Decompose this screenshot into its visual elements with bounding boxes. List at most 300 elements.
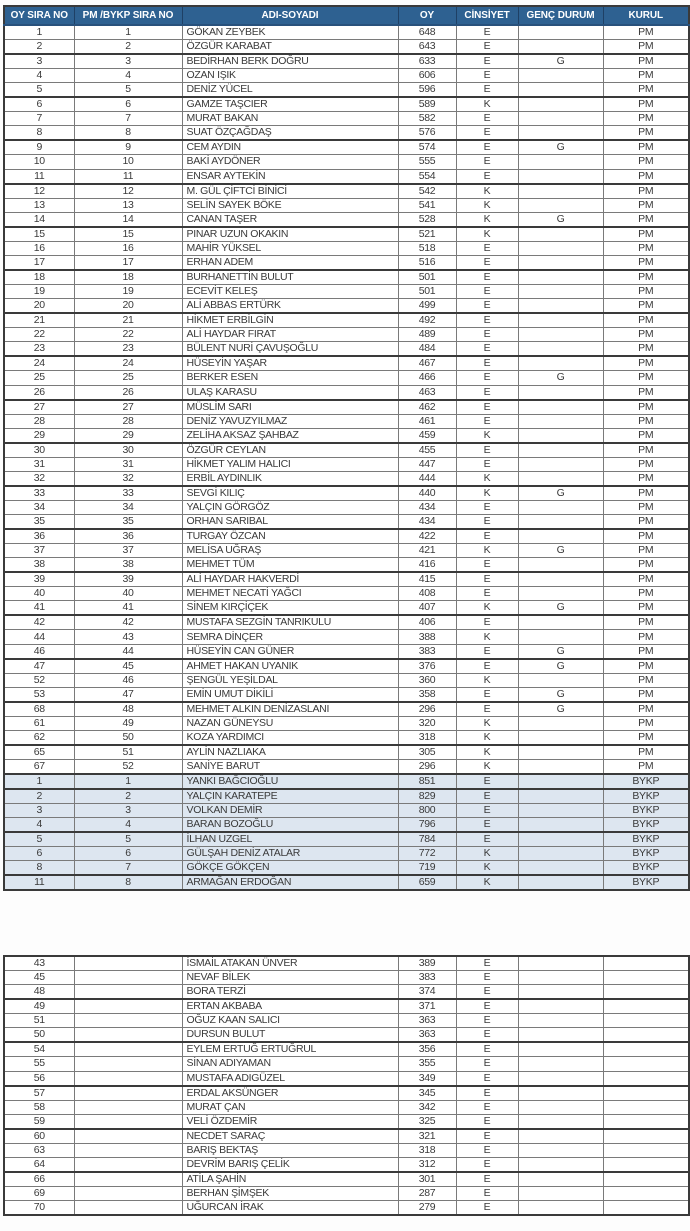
cell-genc-durum	[518, 985, 603, 1000]
cell-genc-durum: G	[518, 644, 603, 659]
cell-oy: 633	[398, 54, 456, 69]
column-header-oy: OY	[398, 6, 456, 25]
cell-pm-bykp-sira-no: 48	[74, 702, 182, 717]
cell-oy: 321	[398, 1129, 456, 1144]
cell-adi-soyadi: BURHANETTİN BULUT	[182, 270, 398, 285]
cell-oy-sira-no: 36	[4, 529, 74, 544]
cell-genc-durum	[518, 861, 603, 876]
cell-adi-soyadi: SUAT ÖZÇAĞDAŞ	[182, 126, 398, 141]
cell-adi-soyadi: GÖKÇE GÖKÇEN	[182, 861, 398, 876]
cell-pm-bykp-sira-no: 31	[74, 457, 182, 471]
cell-oy-sira-no: 14	[4, 212, 74, 227]
cell-oy: 389	[398, 956, 456, 971]
cell-oy-sira-no: 9	[4, 140, 74, 155]
cell-oy-sira-no: 2	[4, 789, 74, 804]
cell-oy-sira-no: 4	[4, 818, 74, 833]
cell-pm-bykp-sira-no: 44	[74, 644, 182, 659]
cell-pm-bykp-sira-no	[74, 1114, 182, 1129]
cell-adi-soyadi: BARIŞ BEKTAŞ	[182, 1143, 398, 1157]
cell-pm-bykp-sira-no: 4	[74, 818, 182, 833]
cell-cinsiyet: E	[456, 40, 518, 55]
cell-oy-sira-no: 6	[4, 97, 74, 112]
cell-oy-sira-no: 60	[4, 1129, 74, 1144]
cell-genc-durum	[518, 428, 603, 443]
table-row	[4, 1057, 689, 1071]
cell-oy-sira-no: 38	[4, 558, 74, 573]
cell-adi-soyadi: OZAN IŞIK	[182, 69, 398, 83]
table-row	[4, 97, 689, 112]
cell-genc-durum	[518, 1129, 603, 1144]
cell-kurul: PM	[603, 140, 689, 155]
cell-cinsiyet: E	[456, 1086, 518, 1101]
cell-pm-bykp-sira-no: 26	[74, 385, 182, 400]
cell-oy: 499	[398, 299, 456, 314]
cell-adi-soyadi: ÖZGÜR CEYLAN	[182, 443, 398, 458]
table-row	[4, 155, 689, 169]
table-row	[4, 198, 689, 212]
cell-pm-bykp-sira-no: 19	[74, 284, 182, 298]
cell-adi-soyadi: YALÇIN KARATEPE	[182, 789, 398, 804]
cell-oy: 829	[398, 789, 456, 804]
cell-cinsiyet: E	[456, 985, 518, 1000]
cell-pm-bykp-sira-no: 21	[74, 313, 182, 328]
cell-genc-durum	[518, 1071, 603, 1086]
cell-kurul: PM	[603, 659, 689, 674]
cell-adi-soyadi: ERTAN AKBABA	[182, 999, 398, 1014]
cell-kurul	[603, 1071, 689, 1086]
cell-oy: 296	[398, 702, 456, 717]
cell-adi-soyadi: UĞURCAN İRAK	[182, 1201, 398, 1216]
cell-pm-bykp-sira-no: 34	[74, 500, 182, 514]
cell-kurul: BYKP	[603, 789, 689, 804]
table-row	[4, 644, 689, 659]
cell-pm-bykp-sira-no: 50	[74, 731, 182, 746]
table-row	[4, 500, 689, 514]
cell-genc-durum	[518, 1157, 603, 1172]
cell-oy-sira-no: 5	[4, 83, 74, 98]
cell-cinsiyet: E	[456, 615, 518, 630]
cell-kurul	[603, 985, 689, 1000]
cell-cinsiyet: K	[456, 673, 518, 687]
table-row	[4, 731, 689, 746]
cell-genc-durum	[518, 789, 603, 804]
cell-cinsiyet: E	[456, 356, 518, 371]
results-table-main	[3, 5, 690, 891]
cell-genc-durum	[518, 847, 603, 861]
cell-kurul	[603, 1157, 689, 1172]
cell-cinsiyet: E	[456, 443, 518, 458]
cell-genc-durum	[518, 587, 603, 601]
cell-kurul	[603, 1042, 689, 1057]
table-row	[4, 1186, 689, 1200]
cell-adi-soyadi: ULAŞ KARASU	[182, 385, 398, 400]
cell-oy-sira-no: 8	[4, 126, 74, 141]
cell-genc-durum	[518, 328, 603, 342]
cell-kurul: BYKP	[603, 818, 689, 833]
cell-kurul: PM	[603, 97, 689, 112]
cell-pm-bykp-sira-no	[74, 1086, 182, 1101]
cell-adi-soyadi: DEVRİM BARIŞ ÇELİK	[182, 1157, 398, 1172]
cell-genc-durum	[518, 1172, 603, 1187]
cell-adi-soyadi: SEMRA DİNÇER	[182, 630, 398, 644]
cell-oy: 461	[398, 414, 456, 428]
cell-oy: 434	[398, 515, 456, 530]
cell-cinsiyet: E	[456, 500, 518, 514]
cell-oy: 342	[398, 1100, 456, 1114]
cell-genc-durum	[518, 630, 603, 644]
cell-adi-soyadi: İSMAİL ATAKAN ÜNVER	[182, 956, 398, 971]
cell-oy: 492	[398, 313, 456, 328]
table-row	[4, 40, 689, 55]
cell-kurul	[603, 999, 689, 1014]
cell-genc-durum	[518, 1028, 603, 1043]
cell-kurul: PM	[603, 342, 689, 357]
cell-cinsiyet: E	[456, 804, 518, 818]
cell-adi-soyadi: ALİ HAYDAR HAKVERDİ	[182, 572, 398, 587]
cell-oy: 407	[398, 601, 456, 616]
cell-adi-soyadi: M. GÜL ÇİFTCİ BİNİCİ	[182, 184, 398, 199]
cell-oy: 462	[398, 400, 456, 415]
column-header-cinsiyet: CİNSİYET	[456, 6, 518, 25]
cell-kurul: PM	[603, 428, 689, 443]
cell-adi-soyadi: HÜSEYİN YAŞAR	[182, 356, 398, 371]
column-header-kurul: KURUL	[603, 6, 689, 25]
cell-oy-sira-no: 64	[4, 1157, 74, 1172]
cell-adi-soyadi: ALİ ABBAS ERTÜRK	[182, 299, 398, 314]
cell-oy-sira-no: 44	[4, 630, 74, 644]
cell-pm-bykp-sira-no: 22	[74, 328, 182, 342]
table-row	[4, 1172, 689, 1187]
table-row	[4, 25, 689, 40]
cell-oy: 421	[398, 544, 456, 558]
cell-oy-sira-no: 52	[4, 673, 74, 687]
cell-oy-sira-no: 62	[4, 731, 74, 746]
cell-kurul: PM	[603, 630, 689, 644]
cell-oy: 772	[398, 847, 456, 861]
cell-genc-durum	[518, 169, 603, 184]
cell-oy-sira-no: 13	[4, 198, 74, 212]
cell-kurul: PM	[603, 529, 689, 544]
cell-oy: 279	[398, 1201, 456, 1216]
cell-adi-soyadi: HÜSEYİN CAN GÜNER	[182, 644, 398, 659]
cell-pm-bykp-sira-no: 14	[74, 212, 182, 227]
cell-kurul: PM	[603, 126, 689, 141]
table-row	[4, 1114, 689, 1129]
cell-oy: 596	[398, 83, 456, 98]
cell-genc-durum	[518, 241, 603, 255]
cell-kurul: PM	[603, 587, 689, 601]
cell-cinsiyet: E	[456, 25, 518, 40]
cell-oy-sira-no: 28	[4, 414, 74, 428]
cell-genc-durum	[518, 25, 603, 40]
cell-oy: 358	[398, 687, 456, 702]
cell-pm-bykp-sira-no	[74, 971, 182, 985]
cell-kurul: PM	[603, 356, 689, 371]
table-row	[4, 126, 689, 141]
cell-cinsiyet: E	[456, 342, 518, 357]
cell-oy: 501	[398, 270, 456, 285]
cell-pm-bykp-sira-no	[74, 1057, 182, 1071]
cell-cinsiyet: K	[456, 198, 518, 212]
cell-genc-durum: G	[518, 140, 603, 155]
cell-cinsiyet: E	[456, 1186, 518, 1200]
cell-adi-soyadi: MEHMET NECATİ YAĞCI	[182, 587, 398, 601]
table-row	[4, 673, 689, 687]
cell-kurul	[603, 1172, 689, 1187]
cell-cinsiyet: E	[456, 112, 518, 126]
cell-cinsiyet: E	[456, 572, 518, 587]
cell-adi-soyadi: BÜLENT NURİ ÇAVUŞOĞLU	[182, 342, 398, 357]
cell-oy: 301	[398, 1172, 456, 1187]
cell-oy-sira-no: 15	[4, 227, 74, 242]
cell-oy: 320	[398, 716, 456, 730]
cell-adi-soyadi: ZELİHA AKSAZ ŞAHBAZ	[182, 428, 398, 443]
cell-pm-bykp-sira-no	[74, 956, 182, 971]
cell-oy-sira-no: 47	[4, 659, 74, 674]
cell-adi-soyadi: CANAN TAŞER	[182, 212, 398, 227]
cell-oy-sira-no: 8	[4, 861, 74, 876]
cell-oy: 447	[398, 457, 456, 471]
cell-adi-soyadi: YANKI BAĞCIOĞLU	[182, 774, 398, 789]
cell-adi-soyadi: SİNAN ADIYAMAN	[182, 1057, 398, 1071]
cell-kurul: PM	[603, 155, 689, 169]
cell-pm-bykp-sira-no	[74, 1201, 182, 1216]
cell-adi-soyadi: NAZAN GÜNEYSU	[182, 716, 398, 730]
cell-genc-durum	[518, 457, 603, 471]
cell-kurul: PM	[603, 702, 689, 717]
cell-kurul: BYKP	[603, 861, 689, 876]
table-row	[4, 1129, 689, 1144]
cell-cinsiyet: K	[456, 227, 518, 242]
cell-cinsiyet: E	[456, 328, 518, 342]
cell-kurul	[603, 1100, 689, 1114]
cell-oy-sira-no: 55	[4, 1057, 74, 1071]
cell-genc-durum	[518, 818, 603, 833]
cell-adi-soyadi: BORA TERZİ	[182, 985, 398, 1000]
cell-oy-sira-no: 3	[4, 54, 74, 69]
cell-pm-bykp-sira-no: 18	[74, 270, 182, 285]
cell-oy-sira-no: 11	[4, 875, 74, 890]
cell-oy: 312	[398, 1157, 456, 1172]
cell-oy-sira-no: 68	[4, 702, 74, 717]
cell-cinsiyet: E	[456, 558, 518, 573]
cell-oy: 318	[398, 1143, 456, 1157]
cell-adi-soyadi: KOZA YARDIMCI	[182, 731, 398, 746]
table-row	[4, 328, 689, 342]
cell-kurul: PM	[603, 457, 689, 471]
cell-oy: 388	[398, 630, 456, 644]
cell-oy-sira-no: 41	[4, 601, 74, 616]
cell-oy-sira-no: 69	[4, 1186, 74, 1200]
cell-adi-soyadi: DENİZ YÜCEL	[182, 83, 398, 98]
cell-oy-sira-no: 70	[4, 1201, 74, 1216]
cell-adi-soyadi: ENSAR AYTEKİN	[182, 169, 398, 184]
table-row	[4, 1042, 689, 1057]
cell-oy-sira-no: 26	[4, 385, 74, 400]
table-row	[4, 875, 689, 890]
table-row	[4, 818, 689, 833]
cell-genc-durum: G	[518, 702, 603, 717]
cell-pm-bykp-sira-no: 17	[74, 255, 182, 270]
cell-adi-soyadi: MUSTAFA ADIGÜZEL	[182, 1071, 398, 1086]
cell-cinsiyet: K	[456, 745, 518, 760]
table-row	[4, 999, 689, 1014]
table-row	[4, 659, 689, 674]
table-row	[4, 457, 689, 471]
table-row	[4, 544, 689, 558]
cell-oy-sira-no: 63	[4, 1143, 74, 1157]
cell-kurul: PM	[603, 745, 689, 760]
cell-pm-bykp-sira-no	[74, 1042, 182, 1057]
cell-adi-soyadi: BEDİRHAN BERK DOĞRU	[182, 54, 398, 69]
cell-kurul: PM	[603, 198, 689, 212]
cell-pm-bykp-sira-no	[74, 1100, 182, 1114]
cell-adi-soyadi: NECDET SARAÇ	[182, 1129, 398, 1144]
table-row	[4, 212, 689, 227]
cell-adi-soyadi: ALİ HAYDAR FIRAT	[182, 328, 398, 342]
table-row	[4, 745, 689, 760]
cell-pm-bykp-sira-no: 33	[74, 486, 182, 501]
cell-kurul: PM	[603, 414, 689, 428]
cell-pm-bykp-sira-no: 49	[74, 716, 182, 730]
cell-oy-sira-no: 17	[4, 255, 74, 270]
cell-oy: 784	[398, 832, 456, 847]
cell-kurul	[603, 971, 689, 985]
cell-adi-soyadi: MELİSA UĞRAŞ	[182, 544, 398, 558]
cell-pm-bykp-sira-no: 2	[74, 789, 182, 804]
cell-adi-soyadi: MURAT BAKAN	[182, 112, 398, 126]
cell-pm-bykp-sira-no: 32	[74, 471, 182, 486]
cell-kurul: PM	[603, 371, 689, 385]
cell-kurul: PM	[603, 40, 689, 55]
cell-oy: 287	[398, 1186, 456, 1200]
header-row	[4, 6, 689, 25]
cell-oy: 542	[398, 184, 456, 199]
results-table-header	[4, 6, 689, 25]
cell-pm-bykp-sira-no: 23	[74, 342, 182, 357]
table-row	[4, 112, 689, 126]
cell-cinsiyet: E	[456, 687, 518, 702]
cell-kurul: PM	[603, 558, 689, 573]
cell-oy-sira-no: 65	[4, 745, 74, 760]
cell-pm-bykp-sira-no: 37	[74, 544, 182, 558]
cell-cinsiyet: K	[456, 716, 518, 730]
cell-cinsiyet: E	[456, 789, 518, 804]
table-row	[4, 486, 689, 501]
cell-genc-durum	[518, 558, 603, 573]
cell-genc-durum	[518, 716, 603, 730]
column-header-genc-durum: GENÇ DURUM	[518, 6, 603, 25]
cell-genc-durum	[518, 284, 603, 298]
cell-oy: 501	[398, 284, 456, 298]
cell-cinsiyet: K	[456, 428, 518, 443]
cell-adi-soyadi: BERKER ESEN	[182, 371, 398, 385]
cell-oy-sira-no: 43	[4, 956, 74, 971]
cell-genc-durum: G	[518, 659, 603, 674]
cell-pm-bykp-sira-no: 9	[74, 140, 182, 155]
cell-oy-sira-no: 31	[4, 457, 74, 471]
cell-pm-bykp-sira-no: 43	[74, 630, 182, 644]
cell-pm-bykp-sira-no: 3	[74, 804, 182, 818]
cell-oy-sira-no: 67	[4, 760, 74, 775]
cell-genc-durum	[518, 615, 603, 630]
cell-oy: 374	[398, 985, 456, 1000]
cell-oy-sira-no: 11	[4, 169, 74, 184]
cell-oy: 416	[398, 558, 456, 573]
cell-adi-soyadi: DURSUN BULUT	[182, 1028, 398, 1043]
table-row	[4, 1086, 689, 1101]
cell-genc-durum	[518, 673, 603, 687]
cell-pm-bykp-sira-no: 30	[74, 443, 182, 458]
table-row	[4, 169, 689, 184]
table-row	[4, 1028, 689, 1043]
cell-kurul	[603, 1143, 689, 1157]
cell-cinsiyet: E	[456, 414, 518, 428]
cell-pm-bykp-sira-no: 6	[74, 847, 182, 861]
table-row	[4, 615, 689, 630]
cell-cinsiyet: E	[456, 284, 518, 298]
cell-genc-durum: G	[518, 54, 603, 69]
cell-cinsiyet: E	[456, 818, 518, 833]
cell-oy-sira-no: 61	[4, 716, 74, 730]
cell-kurul: BYKP	[603, 875, 689, 890]
table-row	[4, 428, 689, 443]
cell-oy-sira-no: 49	[4, 999, 74, 1014]
cell-cinsiyet: E	[456, 1014, 518, 1028]
cell-pm-bykp-sira-no	[74, 1186, 182, 1200]
table-row	[4, 241, 689, 255]
cell-oy: 345	[398, 1086, 456, 1101]
cell-adi-soyadi: BERHAN ŞİMŞEK	[182, 1186, 398, 1200]
cell-oy-sira-no: 1	[4, 774, 74, 789]
cell-genc-durum	[518, 198, 603, 212]
table-row	[4, 1014, 689, 1028]
cell-genc-durum	[518, 299, 603, 314]
cell-cinsiyet: E	[456, 140, 518, 155]
cell-adi-soyadi: EYLEM ERTUĞ ERTUĞRUL	[182, 1042, 398, 1057]
cell-pm-bykp-sira-no: 28	[74, 414, 182, 428]
cell-pm-bykp-sira-no: 39	[74, 572, 182, 587]
cell-kurul: BYKP	[603, 832, 689, 847]
cell-genc-durum	[518, 572, 603, 587]
cell-oy: 360	[398, 673, 456, 687]
results-table-body	[4, 25, 689, 890]
cell-oy-sira-no: 29	[4, 428, 74, 443]
cell-adi-soyadi: ATİLA ŞAHİN	[182, 1172, 398, 1187]
cell-kurul	[603, 1014, 689, 1028]
cell-oy: 643	[398, 40, 456, 55]
cell-cinsiyet: E	[456, 1143, 518, 1157]
cell-kurul: PM	[603, 471, 689, 486]
cell-oy: 555	[398, 155, 456, 169]
cell-adi-soyadi: HİKMET YALIM HALICI	[182, 457, 398, 471]
cell-adi-soyadi: İLHAN UZGEL	[182, 832, 398, 847]
cell-kurul: PM	[603, 572, 689, 587]
cell-genc-durum	[518, 1042, 603, 1057]
cell-oy: 463	[398, 385, 456, 400]
cell-adi-soyadi: BARAN BOZOĞLU	[182, 818, 398, 833]
cell-adi-soyadi: MEHMET ALKIN DENİZASLANI	[182, 702, 398, 717]
cell-oy-sira-no: 57	[4, 1086, 74, 1101]
cell-oy-sira-no: 45	[4, 971, 74, 985]
cell-adi-soyadi: GÖKAN ZEYBEK	[182, 25, 398, 40]
cell-oy-sira-no: 56	[4, 1071, 74, 1086]
cell-pm-bykp-sira-no: 47	[74, 687, 182, 702]
cell-adi-soyadi: AHMET HAKAN UYANIK	[182, 659, 398, 674]
cell-oy: 296	[398, 760, 456, 775]
table-row	[4, 471, 689, 486]
cell-pm-bykp-sira-no: 11	[74, 169, 182, 184]
